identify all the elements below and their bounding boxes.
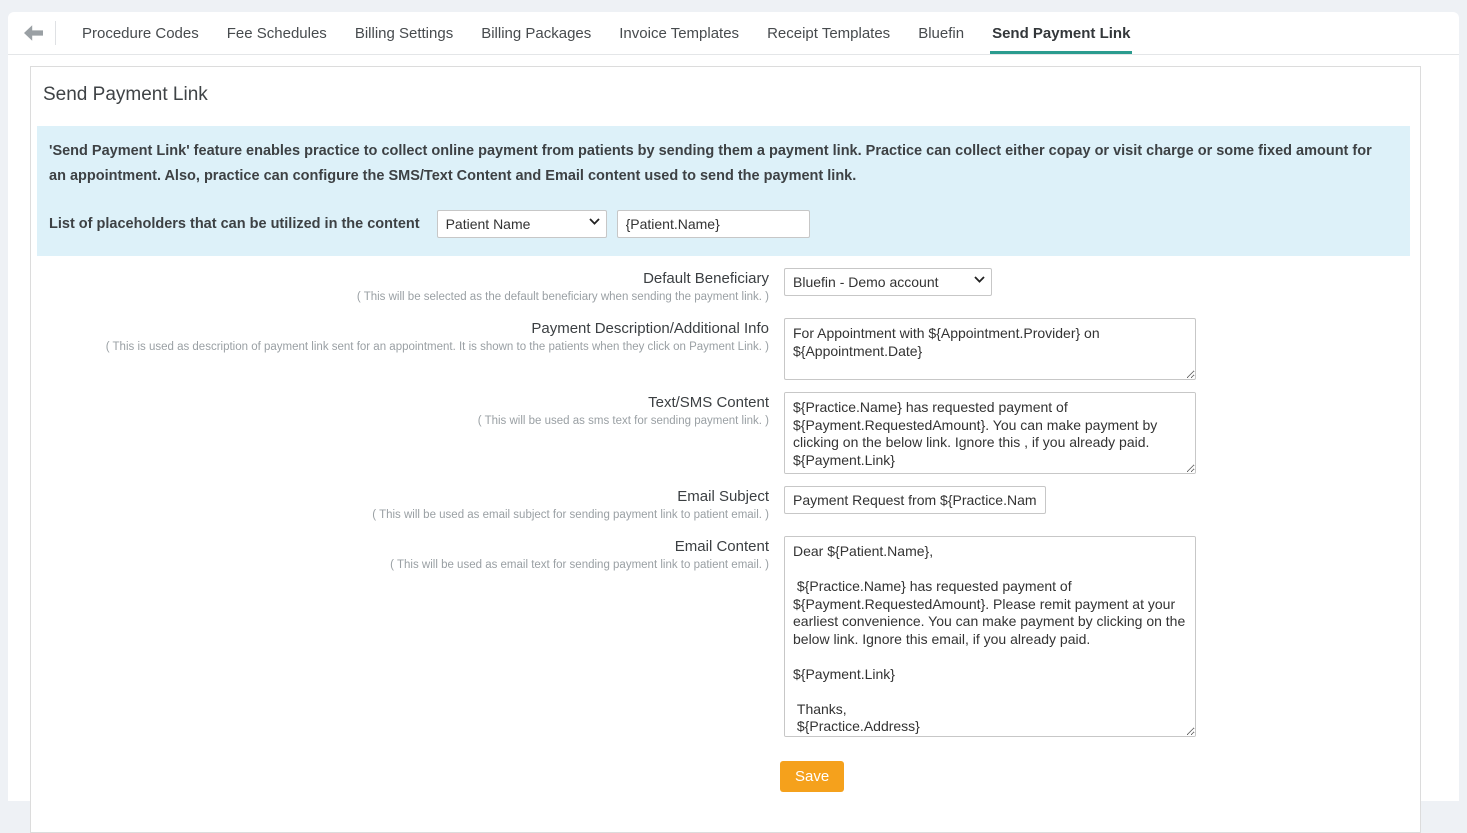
field-row-default-beneficiary: [31, 268, 1420, 306]
field-row-email-subject: [31, 486, 1420, 524]
send-payment-link-card: [30, 66, 1421, 833]
placeholder-select[interactable]: [437, 210, 607, 238]
label-column: [31, 486, 769, 524]
field-hint: ( This will be selected as the default beneficiary when sending the payment link. ): [31, 289, 769, 306]
label-column: [31, 392, 769, 430]
settings-tab-bar: [8, 12, 1459, 55]
field-column: [784, 486, 1420, 514]
placeholders-label: List of placeholders that can be utilized in the content: [49, 216, 420, 232]
field-column: [784, 536, 1420, 737]
payment-description-textarea[interactable]: [784, 318, 1196, 380]
tab-receipt-templates[interactable]: Receipt Templates: [765, 12, 892, 54]
field-label: Text/SMS Content: [31, 394, 769, 411]
field-hint: ( This will be used as email text for sending payment link to patient email. ): [31, 557, 769, 574]
label-column: [31, 318, 769, 356]
field-hint: ( This will be used as sms text for sending payment link. ): [31, 413, 769, 430]
field-row-email-content: [31, 536, 1420, 737]
sms-content-textarea[interactable]: [784, 392, 1196, 474]
field-row-payment-description: [31, 318, 1420, 380]
default-beneficiary-select[interactable]: [784, 268, 992, 296]
field-label: Email Content: [31, 538, 769, 555]
placeholder-select-wrap: [437, 210, 607, 238]
placeholders-row: [49, 210, 1386, 238]
label-column: [31, 536, 769, 574]
tab-billing-settings[interactable]: Billing Settings: [353, 12, 455, 54]
tab-procedure-codes[interactable]: Procedure Codes: [80, 12, 201, 54]
save-row: [780, 761, 1420, 792]
nav-divider: [55, 21, 56, 45]
app-panel: [8, 12, 1459, 801]
field-hint: ( This will be used as email subject for sending payment link to patient email. ): [31, 507, 769, 524]
back-button[interactable]: [22, 12, 53, 54]
tabs: [68, 12, 1144, 54]
field-label: Email Subject: [31, 488, 769, 505]
field-row-sms-content: [31, 392, 1420, 474]
field-label: Payment Description/Additional Info: [31, 320, 769, 337]
field-column: [784, 318, 1420, 380]
info-box: [37, 126, 1410, 256]
placeholder-value-input[interactable]: [617, 210, 810, 238]
payment-link-form: [31, 268, 1420, 793]
field-hint: ( This is used as description of payment link sent for an appointment. It is shown to the patients when they click on Payment Link. ): [31, 339, 769, 356]
beneficiary-select-wrap: [784, 268, 992, 296]
back-arrow-icon: [24, 25, 43, 41]
field-column: [784, 392, 1420, 474]
email-subject-input[interactable]: [784, 486, 1046, 514]
tab-invoice-templates[interactable]: Invoice Templates: [617, 12, 741, 54]
field-label: Default Beneficiary: [31, 270, 769, 287]
tab-billing-packages[interactable]: Billing Packages: [479, 12, 593, 54]
tab-bluefin[interactable]: Bluefin: [916, 12, 966, 54]
email-content-textarea[interactable]: [784, 536, 1196, 737]
tab-send-payment-link[interactable]: Send Payment Link: [990, 12, 1132, 54]
save-button[interactable]: Save: [780, 761, 844, 792]
label-column: [31, 268, 769, 306]
info-text: 'Send Payment Link' feature enables practice to collect online payment from patients by sending them a payment link. Practice can collect either copay or visit charge or some fixed amount for an appointment. Also, practice can configure the SMS/Text Content and Email content used to send the payment link.: [49, 139, 1386, 190]
tab-fee-schedules[interactable]: Fee Schedules: [225, 12, 329, 54]
field-column: [784, 268, 1420, 296]
page-title: Send Payment Link: [43, 84, 1420, 106]
